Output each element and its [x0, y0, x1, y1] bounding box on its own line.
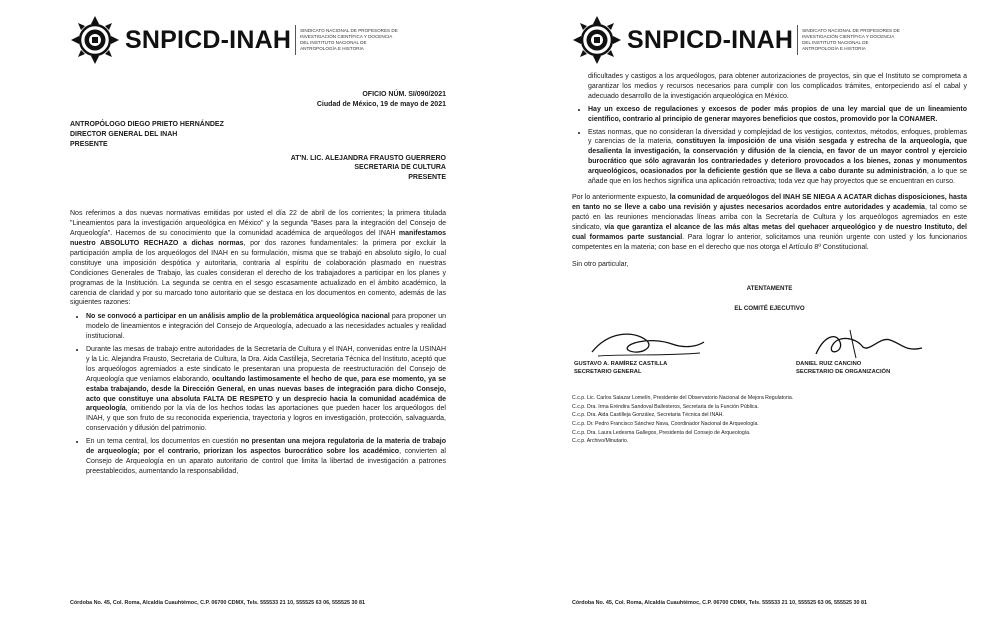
recipient-presente: PRESENTE — [70, 140, 108, 148]
reason-5-bold: constituyen la imposición de una visión sesgada y estrecha de la arqueología, que desalienta la investigación, la conservación y difusión de la ciencia, en favor de un mayor control y ejercicio burocrático que sólo agravarán los contrariedades y deterioro provocados a los bienes, zonas y monumentos arqueológicos, ocasionados por la deficiente gestión que se lleva a cabo durante su administración — [588, 138, 968, 176]
att-title: SECRETARIA DE CULTURA — [354, 164, 446, 172]
conclusion-bold-2: vía que garantiza el alcance de las más altas metas del quehacer arqueológico y de nuestro Instituto, del cual formamos parte sustancial — [572, 223, 967, 241]
att-presente: PRESENTE — [408, 174, 446, 182]
list-item — [588, 128, 967, 187]
signer-2 — [796, 360, 890, 376]
conclusion-paragraph — [572, 193, 967, 252]
reasons-list-continued — [572, 72, 967, 102]
letterhead — [572, 12, 967, 68]
signer-2-name: DANIEL RUIZ CANCINO — [796, 361, 862, 368]
conclusion-bold-1: la comunidad de arqueólogos del INAH SE NIEGA A ACATAR dichas disposiciones, hasta en tanto no se lleve a cabo una revisión y ajustes necesarios acordados entre autoridades y academia — [572, 193, 968, 211]
reasons-list-2 — [572, 105, 967, 187]
union-logo-icon — [572, 15, 622, 65]
handwritten-signature-1 — [588, 326, 708, 362]
list-item — [86, 437, 446, 477]
reason-5-text-b: , a lo que se añade que en los hechos significa una aplicación retroactiva; toda vez que hay proyectos que se encuentran en curso. — [588, 168, 968, 186]
atentamente: ATENTAMENTE — [746, 285, 793, 293]
reason-3-bold: no presentan una mejora regulatoria de la materia de trabajo de arqueología; por el contrario, priorizan los aspectos burocrático sobre los académico — [86, 438, 446, 456]
reason-2-bold: ocultando lastimosamente el hecho de que, para ese momento, ya se estaba trabajando, desde la Dirección General, en unas nuevas bases de integración para dicho Consejo, acto que constituye una absoluta FALTA DE RESPETO y un desprecio hacia la comunidad académica de arqueología — [86, 375, 446, 413]
brand-name: SNPICD-INAH — [125, 25, 292, 54]
letter-page-2 — [508, 0, 1007, 620]
header-divider — [295, 25, 296, 55]
union-logo-icon — [70, 15, 120, 65]
page-footer: Córdoba No. 45, Col. Roma, Alcaldía Cuauhtémoc, C.P. 06700 CDMX, Tels. 555533 21 10, 555525 63 06, 555525 30 81 — [572, 600, 868, 606]
intro-text-c: , por dos razones fundamentales: la primera por excluir la participación amplia de los arqueólogos del INAH en su formulación, misma que se trabajó en absoluto sigilo, lo cual constituye una imposición despótica y autoritaria, contraria al espíritu de colaboración plasmado en nuestras Condiciones Generales de Trabajo, las cuales consideran el derecho de los trabajadores a participar en los planes y programas de la Institución. La segunda se centra en el sesgo escasamente actualizado en el ámbito académico, la carencia de claridad y por su marcado tono autoritario que se destaca en los documentos en comento, además de las siguientes razones: — [70, 239, 447, 307]
reason-3-text-a: En un tema central, los documentos en cuestión — [86, 438, 241, 446]
signatures — [572, 332, 967, 380]
reason-2-text-a: Durante las mesas de trabajo entre autoridades de la Secretaría de Cultura y el INAH, convenidas entre la USINAH y la Lic. Alejandra Frausto, Secretaria de Cultura, la Dra. Aida Castilleja, Secretaria Técnica del Instituto, aceptó que los arqueólogos agremiados a este sindicato le presentaran una propuesta de reestructuración del Consejo de Arqueología que veníamos elaborando, — [86, 346, 446, 383]
closing-line: Sin otro particular, — [572, 261, 629, 269]
executive-committee: EL COMITÉ EJECUTIVO — [734, 305, 805, 313]
carbon-copy-list — [572, 394, 967, 446]
reason-1-bold: No se convocó a participar en un análisis amplio de la problemática arqueológica nacional — [86, 313, 390, 321]
intro-paragraph — [70, 209, 446, 308]
reason-3-text-b: , convierten al Consejo de Arqueología en un aparato autoritario de control que limita la libertad de investigación a patrones preestablecidos, aumentando la responsabilidad, — [86, 448, 446, 475]
signer-1-name: GUSTAVO A. RAMÍREZ CASTILLA — [574, 361, 668, 368]
oficio-number: OFICIO NÚM. SI/090/2021 — [362, 91, 446, 98]
list-item — [86, 312, 446, 342]
reasons-list — [70, 312, 446, 477]
cc-line: C.c.p. Dra. Irma Eréndira Sandoval Ballesteros, Secretaria de la Función Pública. — [572, 403, 759, 410]
recipient-block — [70, 120, 446, 150]
cc-line: C.c.p. Archivo/Minutario. — [572, 438, 629, 445]
signer-1 — [574, 360, 667, 376]
intro-text-bold: manifestamos nuestro ABSOLUTO RECHAZO a dichas normas — [70, 230, 446, 247]
cc-line: C.c.p. Dr. Pedro Francisco Sánchez Nava, Coordinador Nacional de Arqueología. — [572, 420, 759, 427]
att-name: AT'N. LIC. ALEJANDRA FRAUSTO GUERRERO — [290, 154, 446, 162]
cc-line: C.c.p. Dra. Laura Ledesma Gallegos, Presidenta del Consejo de Arqueología. — [572, 429, 751, 436]
intro-text-a: Nos referimos a dos nuevas normativas emitidas por usted el día 22 de abril de los corrientes; la primera titulada "Lineamientos para la investigación arqueológica en México" y la segunda "Bases para la integración del Consejo de Arqueología". Hacemos de su conocimiento que la comunidad académica de arqueólogos del INAH — [70, 210, 446, 238]
page-footer: Córdoba No. 45, Col. Roma, Alcaldía Cuauhtémoc, C.P. 06700 CDMX, Tels. 555533 21 10, 555525 63 06, 555525 30 81 — [70, 600, 366, 606]
cc-line: C.c.p. Dra. Aida Castilleja González, Secretaria Técnica del INAH. — [572, 412, 724, 419]
list-item: dificultades y castigos a los arqueólogos, para obtener autorizaciones de proyectos, sin que el Instituto se comprometa a garantizar los medios y recursos necesarios para cumplir con los complicados trámites, entorpeciendo así el cabal y adecuado desarrollo de la investigación arqueológica en México. — [588, 73, 967, 100]
header-divider — [797, 25, 798, 55]
list-item — [86, 345, 446, 434]
conclusion-text-a: Por lo anteriormente expuesto, — [572, 193, 670, 201]
attention-block — [70, 154, 446, 184]
reason-1-text: para proponer un modelo de lineamientos e integración del Consejo de Arqueología, adecuado a las necesidades actuales y realidad institucional. — [86, 313, 446, 341]
letter-date: Ciudad de México, 19 de mayo de 2021 — [316, 100, 446, 108]
reason-5-text-a: Estas normas, que no consideran la diversidad y complejidad de los vestigios, contextos, métodos, enfoques, problemas y carencias de la materia, — [588, 128, 967, 146]
brand-tagline: SINDICATO NACIONAL DE PROFESORES DE INVESTIGACIÓN CIENTÍFICA Y DOCENCIA DEL INSTITUTO NACIONAL DE ANTROPOLOGÍA E HISTORIA — [300, 28, 398, 51]
conclusion-text-c: . Para lograr lo anterior, solicitamos una reunión urgente con usted y los funcionarios competentes en la materia; con base en el derecho que nos otorga el Artículo 8º Constitucional. — [572, 233, 967, 251]
list-item: • Hay un exceso de regulaciones y excesos de poder más propios de una ley marcial que de un lineamiento científico, contrario al principio de generar mayores beneficios que costos, promovido por la CONAMER. — [588, 105, 967, 125]
brand-tagline: SINDICATO NACIONAL DE PROFESORES DE INVESTIGACIÓN CIENTÍFICA Y DOCENCIA DEL INSTITUTO NACIONAL DE ANTROPOLOGÍA E HISTORIA — [802, 28, 900, 51]
recipient-title: DIRECTOR GENERAL DEL INAH — [70, 130, 178, 138]
handwritten-signature-2 — [810, 326, 930, 362]
letterhead — [70, 12, 446, 68]
letter-page-1 — [0, 0, 500, 620]
recipient-name: ANTROPÓLOGO DIEGO PRIETO HERNÁNDEZ — [70, 120, 224, 128]
brand-name: SNPICD-INAH — [627, 25, 794, 54]
signer-1-role: SECRETARIO GENERAL — [574, 369, 642, 376]
conclusion-text-b: , tal como se pactó en las reuniones mencionadas líneas arriba con la Secretaría de Cultura y los arqueólogos agremiados en este sindicato, — [572, 203, 967, 231]
cc-line: C.c.p. Lic. Carlos Salazar Lomelín, Presidente del Observatorio Nacional de Mejora Regulatoria. — [572, 395, 794, 402]
reason-2-text-b: , omitiendo por la vía de los hechos todas las aportaciones que pueden hacer los arqueólogos del INAH, y que son fruto de su reconocida experiencia, trayectoria y logros en investigación, protección, salvaguarda, conservación y difusión del patrimonio. — [86, 405, 446, 433]
signer-2-role: SECRETARIO DE ORGANIZACIÓN — [796, 369, 891, 376]
